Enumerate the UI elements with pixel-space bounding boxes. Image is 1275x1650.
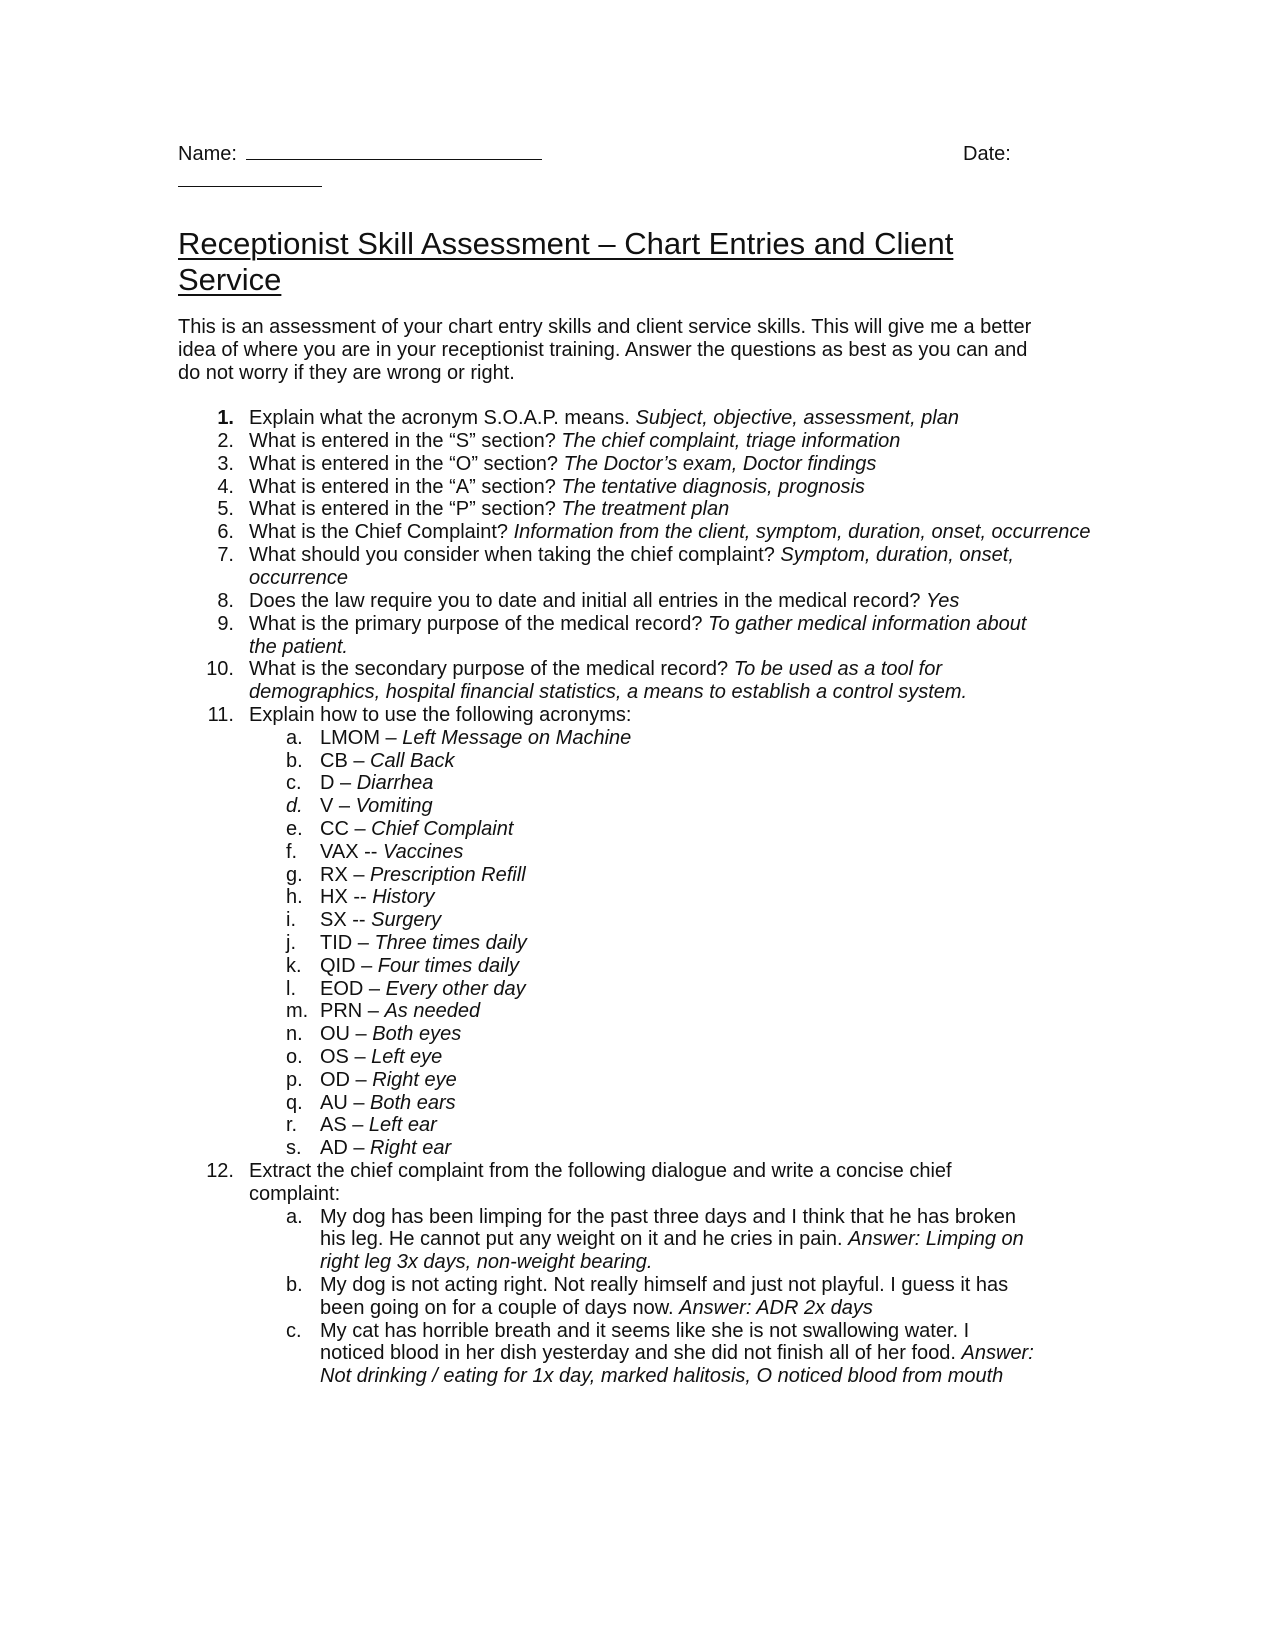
question-text: What is entered in the “S” section? — [249, 430, 562, 452]
dialogue-text: My dog has been limping for the past three days and I think that he has broken — [320, 1206, 1016, 1228]
acronym-term: PRN – — [320, 1000, 385, 1022]
dialogue-answer-cont: right leg 3x days, non-weight bearing. — [320, 1251, 653, 1273]
acronym-meaning: Vaccines — [382, 841, 464, 863]
acronym-meaning: Surgery — [371, 909, 442, 931]
acronym-term: AU – — [320, 1092, 371, 1114]
acronym-term: EOD – — [320, 978, 386, 1000]
question-number: 8. — [217, 590, 234, 612]
question-text: What is entered in the “O” section? — [249, 453, 564, 475]
acronym-letter: m. — [286, 1000, 309, 1022]
acronym-meaning: Left Message on Machine — [402, 727, 632, 749]
question-number: 6. — [217, 521, 234, 543]
question-answer: Symptom, duration, onset, — [780, 544, 1014, 566]
question-number: 9. — [217, 613, 234, 635]
acronym-letter: b. — [286, 750, 303, 772]
acronym-term: HX -- — [320, 886, 373, 908]
question-answer-cont: demographics, hospital financial statistics, a means to establish a control system. — [249, 681, 968, 703]
question-text: What is entered in the “P” section? — [249, 498, 562, 520]
acronym-meaning: As needed — [384, 1000, 481, 1022]
acronym-meaning: Right ear — [370, 1137, 452, 1159]
dialogue-letter: c. — [286, 1320, 302, 1342]
acronym-letter: c. — [286, 772, 302, 794]
dialogue-letter: a. — [286, 1206, 303, 1228]
acronym-letter: j. — [286, 932, 296, 954]
acronym-letter: k. — [286, 955, 302, 977]
dialogue-text: noticed blood in her dish yesterday and she did not finish all of her food. — [320, 1342, 962, 1364]
question-number: 11. — [207, 704, 234, 726]
acronym-term: CB – — [320, 750, 371, 772]
acronym-meaning: History — [372, 886, 435, 908]
acronym-meaning: Both eyes — [372, 1023, 462, 1045]
intro-line-1: This is an assessment of your chart entry skills and client service skills. This will give me a better — [178, 316, 1032, 338]
question-text-cont: complaint: — [249, 1183, 341, 1205]
name-field — [178, 143, 542, 166]
acronym-term: V – — [320, 795, 356, 817]
question-number: 4. — [217, 476, 234, 498]
question-answer: The Doctor’s exam, Doctor findings — [563, 453, 877, 475]
acronym-meaning: Vomiting — [355, 795, 433, 817]
date-blank-line[interactable] — [178, 186, 322, 187]
question-answer: To be used as a tool for — [733, 658, 942, 680]
question-text: Extract the chief complaint from the following dialogue and write a concise chief — [249, 1160, 952, 1182]
dialogue-answer: Answer: Limping on — [848, 1228, 1024, 1250]
intro-line-2: idea of where you are in your receptionist training. Answer the questions as best as you can and — [178, 339, 1028, 361]
acronym-term: AS – — [320, 1114, 369, 1136]
acronym-meaning: Both ears — [370, 1092, 456, 1114]
acronym-meaning: Right eye — [372, 1069, 457, 1091]
question-answer: To gather medical information about — [708, 613, 1027, 635]
intro-line-3: do not worry if they are wrong or right. — [178, 362, 515, 384]
dialogue-answer-cont: Not drinking / eating for 1x day, marked halitosis, O noticed blood from mouth — [320, 1365, 1004, 1387]
acronym-term: CC – — [320, 818, 372, 840]
question-text: What is the Chief Complaint? — [249, 521, 514, 543]
acronym-letter: n. — [286, 1023, 303, 1045]
acronym-term: QID – — [320, 955, 378, 977]
acronym-term: OD – — [320, 1069, 373, 1091]
question-number: 10. — [206, 658, 234, 680]
dialogue-answer: Answer: ADR 2x days — [679, 1297, 873, 1319]
dialogue-letter: b. — [286, 1274, 303, 1296]
acronym-term: VAX -- — [320, 841, 383, 863]
date-label: Date: — [963, 143, 1011, 165]
acronym-letter: q. — [286, 1092, 303, 1114]
question-number: 5. — [217, 498, 234, 520]
acronym-letter: s. — [286, 1137, 302, 1159]
acronym-meaning: Call Back — [370, 750, 455, 772]
acronym-meaning: Every other day — [385, 978, 526, 1000]
question-answer-cont: the patient. — [249, 636, 348, 658]
question-answer: Information from the client, symptom, duration, onset, occurrence — [513, 521, 1091, 543]
acronym-letter: g. — [286, 864, 303, 886]
acronym-term: SX -- — [320, 909, 372, 931]
acronym-term: D – — [320, 772, 357, 794]
question-answer: The treatment plan — [561, 498, 730, 520]
acronym-letter: o. — [286, 1046, 303, 1068]
dialogue-text: his leg. He cannot put any weight on it and he cries in pain. — [320, 1228, 849, 1250]
acronym-meaning: Chief Complaint — [371, 818, 514, 840]
question-text: What is the primary purpose of the medical record? — [249, 613, 709, 635]
question-text: Explain what the acronym S.O.A.P. means. — [249, 407, 636, 429]
question-text: Does the law require you to date and initial all entries in the medical record? — [249, 590, 927, 612]
question-text: What should you consider when taking the chief complaint? — [249, 544, 781, 566]
question-answer: The chief complaint, triage information — [561, 430, 901, 452]
question-text: What is the secondary purpose of the medical record? — [249, 658, 734, 680]
name-blank-line[interactable] — [246, 159, 542, 160]
acronym-meaning: Left ear — [368, 1114, 437, 1136]
question-answer: Yes — [926, 590, 960, 612]
acronym-letter: p. — [286, 1069, 303, 1091]
question-text: Explain how to use the following acronyms: — [249, 704, 632, 726]
acronym-letter: h. — [286, 886, 303, 908]
acronym-meaning: Three times daily — [374, 932, 527, 954]
question-text: What is entered in the “A” section? — [249, 476, 562, 498]
acronym-letter: l. — [286, 978, 296, 1000]
question-answer-cont: occurrence — [249, 567, 348, 589]
acronym-letter: f. — [286, 841, 298, 863]
dialogue-text: been going on for a couple of days now. — [320, 1297, 680, 1319]
question-answer: The tentative diagnosis, prognosis — [561, 476, 865, 498]
acronym-term: LMOM – — [320, 727, 403, 749]
acronym-meaning: Diarrhea — [356, 772, 434, 794]
acronym-term: OS – — [320, 1046, 372, 1068]
page-title-line1: Receptionist Skill Assessment – Chart Entries and Client — [178, 226, 954, 261]
question-answer: Subject, objective, assessment, plan — [635, 407, 959, 429]
acronym-letter: a. — [286, 727, 303, 749]
acronym-letter: i. — [286, 909, 296, 931]
question-number: 12. — [206, 1160, 234, 1182]
question-number: 1. — [217, 407, 234, 429]
name-label: Name: — [178, 143, 237, 165]
dialogue-answer: Answer: — [961, 1342, 1034, 1364]
question-number: 3. — [217, 453, 234, 475]
acronym-term: TID – — [320, 932, 375, 954]
question-number: 2. — [217, 430, 234, 452]
acronym-term: AD – — [320, 1137, 371, 1159]
page-title-line2: Service — [178, 262, 282, 297]
acronym-term: OU – — [320, 1023, 373, 1045]
dialogue-text: My cat has horrible breath and it seems like she is not swallowing water. I — [320, 1320, 970, 1342]
acronym-term: RX – — [320, 864, 371, 886]
acronym-letter: e. — [286, 818, 303, 840]
acronym-meaning: Left eye — [371, 1046, 443, 1068]
dialogue-text: My dog is not acting right. Not really himself and just not playful. I guess it has — [320, 1274, 1009, 1296]
acronym-meaning: Prescription Refill — [370, 864, 526, 886]
acronym-letter: d. — [286, 795, 303, 817]
acronym-meaning: Four times daily — [377, 955, 519, 977]
acronym-letter: r. — [286, 1114, 298, 1136]
question-number: 7. — [217, 544, 234, 566]
